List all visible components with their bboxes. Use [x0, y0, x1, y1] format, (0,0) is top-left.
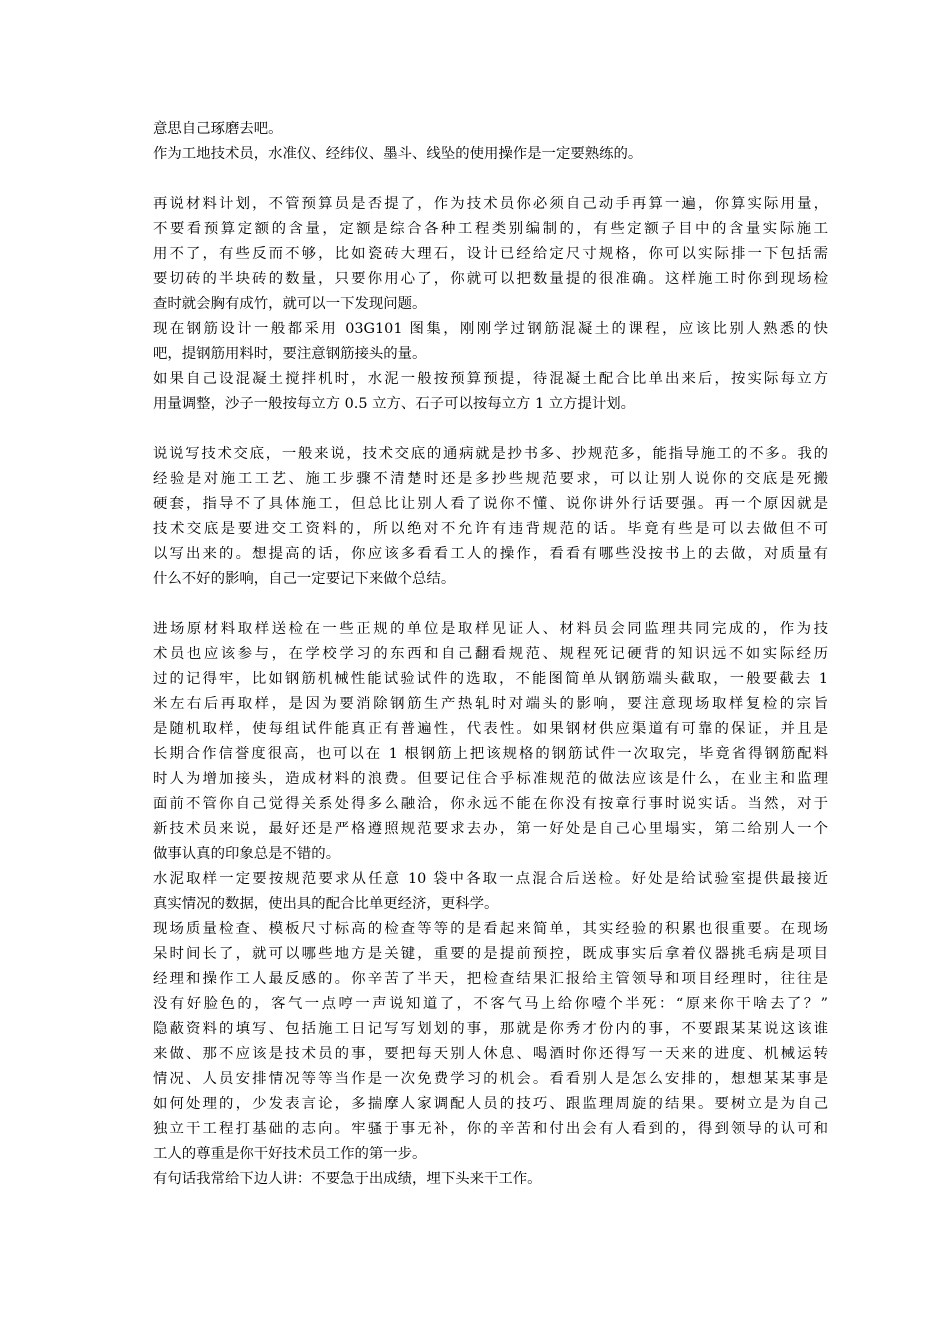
text-line: 经理和操作工人最反感的。你辛苦了半天，把检查结果汇报给主管领导和项目经理时，往往是 [153, 971, 828, 987]
text-line: 意思自己琢磨去吧。 [153, 121, 283, 137]
text-line: 时人为增加接头，造成材料的浪费。但要记住合乎标准规范的做法应该是什么，在业主和监理 [153, 771, 828, 787]
text-line: 经验是对施工工艺、施工步骤不清楚时还是多抄些规范要求，可以让别人说你的交底是死搬 [153, 471, 828, 487]
text-line: 米左右后再取样，是因为要消除钢筋生产热轧时对端头的影响，要注意现场取样复检的宗旨 [153, 696, 828, 712]
text-line: 硬套，指导不了具体施工，但总比让别人看了说你不懂、说你讲外行话要强。再一个原因就是 [153, 496, 828, 512]
text-line: 真实情况的数据，使出具的配合比单更经济，更科学。 [153, 896, 499, 912]
text-line: 过的记得牢，比如钢筋机械性能试验试件的选取，不能图简单从钢筋端头截取，一般要截去 1 [153, 671, 828, 687]
text-line: 技术交底是要进交工资料的，所以绝对不允许有违背规范的话。毕竟有些是可以去做但不可 [153, 521, 828, 537]
text-line: 隐蔽资料的填写、包括施工日记写写划划的事，那就是你秀才份内的事，不要跟某某说这该谁 [153, 1021, 828, 1037]
text-line: 以写出来的。想提高的话，你应该多看看工人的操作，看看有哪些没按书上的去做，对质量有 [153, 546, 828, 562]
blank-line [153, 417, 828, 442]
text-line: 现场质量检查、模板尺寸标高的检查等等的是看起来简单，其实经验的积累也很重要。在现场 [153, 921, 828, 937]
text-line: 什么不好的影响，自己一定要记下来做个总结。 [153, 571, 456, 587]
text-line: 要切砖的半块砖的数量，只要你用心了，你就可以把数量提的很准确。这样施工时你到现场检 [153, 271, 828, 287]
blank-line [153, 592, 828, 617]
text-line: 如何处理的，少发表言论，多揣摩人家调配人员的技巧、跟监理周旋的结果。要树立是为自己 [153, 1096, 828, 1112]
text-line: 用量调整，沙子一般按每立方 0.5 立方、石子可以按每立方 1 立方提计划。 [153, 396, 636, 412]
text-line: 如果自己设混凝土搅拌机时，水泥一般按预算预提，待混凝土配合比单出来后，按实际每立方 [153, 371, 828, 387]
text-line: 再说材料计划，不管预算员是否提了，作为技术员你必须自己动手再算一遍，你算实际用量， [153, 196, 828, 212]
text-line: 做事认真的印象总是不错的。 [153, 846, 341, 862]
text-line: 长期合作信誉度很高，也可以在 1 根钢筋上把该规格的钢筋试件一次取完，毕竟省得钢筋配料 [153, 746, 828, 762]
text-line: 工人的尊重是你干好技术员工作的第一步。 [153, 1146, 427, 1162]
text-line: 术员也应该参与，在学校学习的东西和自己翻看规范、规程死记硬背的知识远不如实际经历 [153, 646, 828, 662]
text-line: 来做、那不应该是技术员的事，要把每天别人休息、喝酒时你还得写一天来的进度、机械运转 [153, 1046, 828, 1062]
text-line: 查时就会胸有成竹，就可以一下发现问题。 [153, 296, 427, 312]
text-line: 没有好脸色的，客气一点哼一声说知道了，不客气马上给你噎个半死：“原来你干啥去了？” [153, 996, 828, 1012]
text-line: 有句话我常给下边人讲：不要急于出成绩，埋下头来干工作。 [153, 1171, 542, 1187]
document-body [153, 117, 828, 1192]
text-line: 呆时间长了，就可以哪些地方是关键，重要的是提前预控，既成事实后拿着仪器挑毛病是项目 [153, 946, 828, 962]
text-line: 面前不管你自己觉得关系处得多么融洽，你永远不能在你没有按章行事时说实话。当然，对于 [153, 796, 828, 812]
text-line: 新技术员来说，最好还是严格遵照规范要求去办，第一好处是自己心里塌实，第二给别人一个 [153, 821, 828, 837]
text-line: 用不了，有些反而不够，比如瓷砖大理石，设计已经给定尺寸规格，你可以实际排一下包括需 [153, 246, 828, 262]
text-line: 情况、人员安排情况等等当作是一次免费学习的机会。看看别人是怎么安排的，想想某某事是 [153, 1071, 828, 1087]
text-line: 现在钢筋设计一般都采用 03G101 图集，刚刚学过钢筋混凝土的课程，应该比别人熟悉的快 [153, 321, 828, 337]
text-line: 吧，提钢筋用料时，要注意钢筋接头的量。 [153, 346, 427, 362]
text-line: 独立干工程打基础的志向。牢骚于事无补，你的辛苦和付出会有人看到的，得到领导的认可和 [153, 1121, 828, 1137]
text-line: 说说写技术交底，一般来说，技术交底的通病就是抄书多、抄规范多，能指导施工的不多。我的 [153, 446, 828, 462]
text-line: 是随机取样，使每组试件能真正有普遍性，代表性。如果钢材供应渠道有可靠的保证，并且是 [153, 721, 828, 737]
text-line: 作为工地技术员，水准仪、经纬仪、墨斗、线坠的使用操作是一定要熟练的。 [153, 146, 643, 162]
text-line: 进场原材料取样送检在一些正规的单位是取样见证人、材料员会同监理共同完成的，作为技 [153, 621, 828, 637]
text-line: 水泥取样一定要按规范要求从任意 10 袋中各取一点混合后送检。好处是给试验室提供最接近 [153, 871, 828, 887]
text-line: 不要看预算定额的含量，定额是综合各种工程类别编制的，有些定额子目中的含量实际施工 [153, 221, 828, 237]
blank-line [153, 167, 828, 192]
